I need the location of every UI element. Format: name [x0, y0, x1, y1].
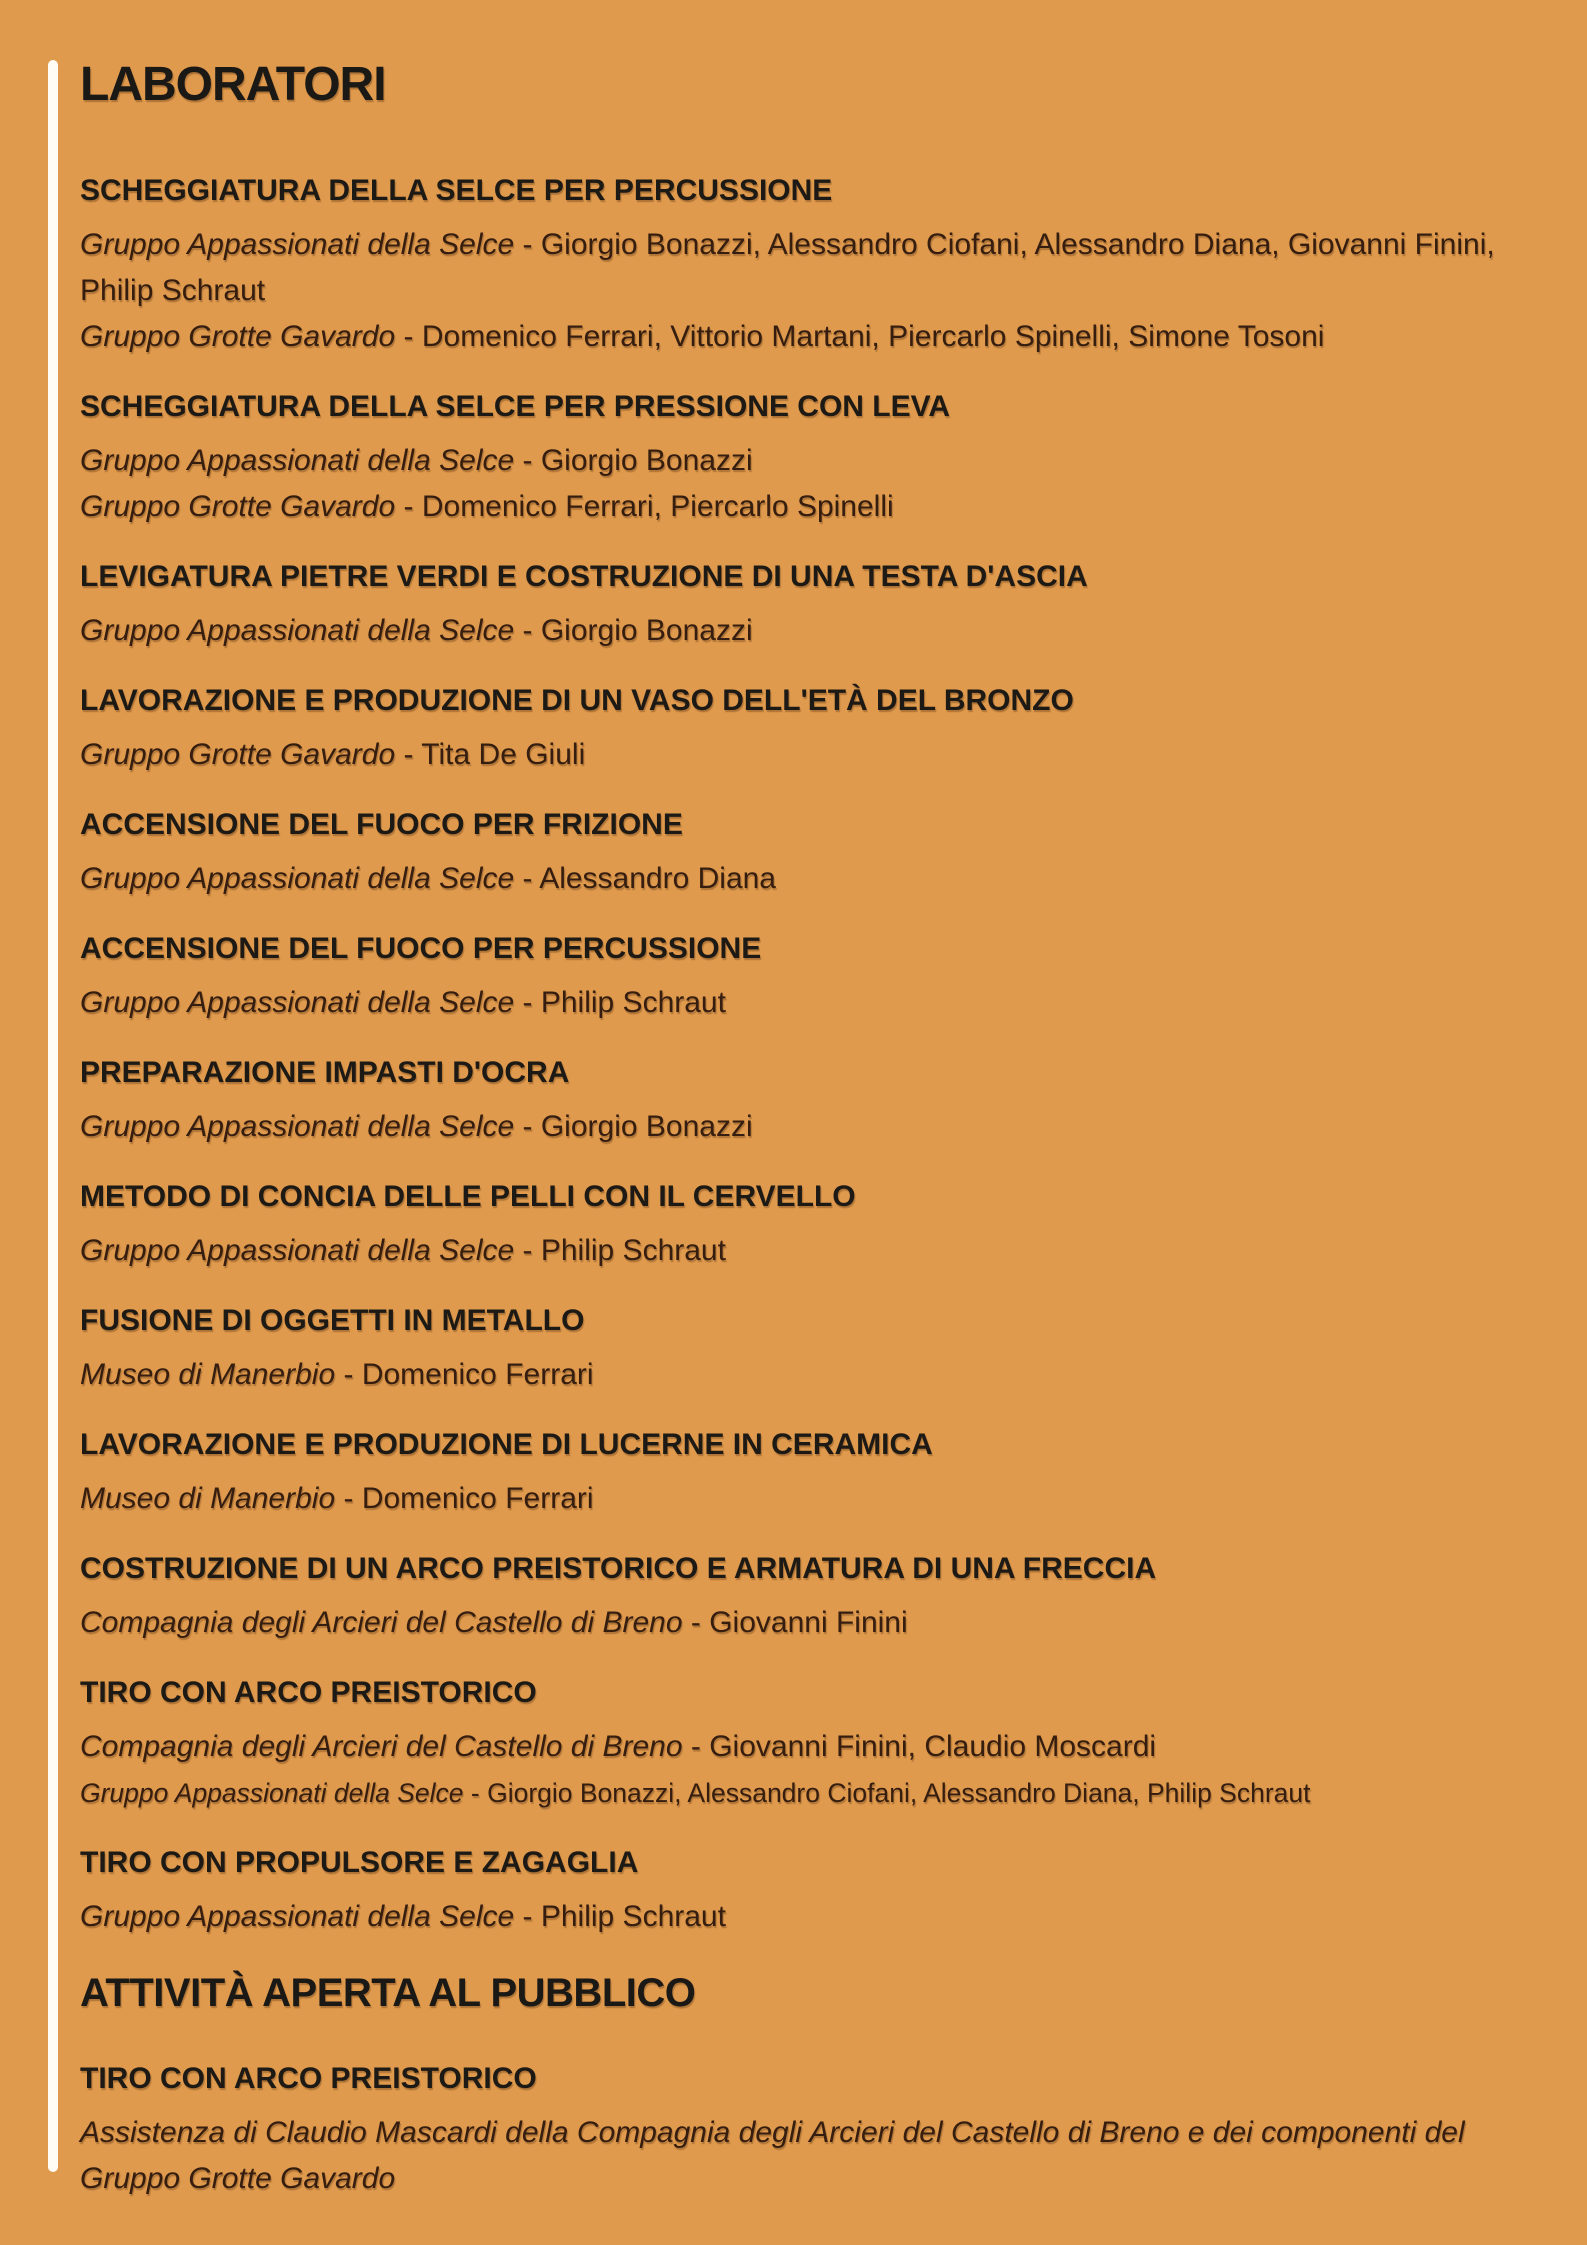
workshop-title: LEVIGATURA PIETRE VERDI E COSTRUZIONE DI UNA TESTA D'ASCIA [80, 560, 1088, 593]
participants: Domenico Ferrari [361, 1358, 594, 1391]
participants: Alessandro Diana [539, 862, 776, 895]
workshop-groups-line [80, 732, 1500, 778]
group-name: Gruppo Appassionati della Selce [80, 862, 515, 895]
workshop-groups-line [80, 980, 1500, 1026]
participants: Giorgio Bonazzi [540, 444, 753, 477]
participants: Tita De Giuli [421, 738, 586, 771]
participants: Philip Schraut [540, 1900, 726, 1933]
participants: Philip Schraut [540, 986, 726, 1019]
workshop-title: COSTRUZIONE DI UN ARCO PREISTORICO E ARMATURA DI UNA FRECCIA [80, 1552, 1157, 1585]
page-title: LABORATORI [80, 58, 386, 111]
workshop-section [80, 172, 1500, 360]
separator: - [395, 738, 422, 771]
group-name: Compagnia degli Arcieri del Castello di Breno [80, 1606, 683, 1639]
participants: Domenico Ferrari, Vittorio Martani, Piercarlo Spinelli, Simone Tosoni [421, 320, 1325, 353]
flyer-content [80, 58, 1500, 2230]
workshop-groups-line [80, 1600, 1500, 1646]
separator: - [514, 986, 541, 1019]
left-accent-bar [48, 60, 58, 2172]
group-name: Gruppo Appassionati della Selce [80, 614, 515, 647]
participants: Giorgio Bonazzi, Alessandro Ciofani, Alessandro Diana, Giovanni Finini, Philip Schraut [80, 228, 1495, 307]
group-name: Museo di Manerbio [80, 1482, 336, 1515]
workshop-groups-line [80, 608, 1500, 654]
group-name: Museo di Manerbio [80, 1358, 336, 1391]
group-name: Gruppo Appassionati della Selce [80, 1110, 515, 1143]
separator: - [514, 228, 541, 261]
workshop-groups-line [80, 1770, 1500, 1816]
participants: Giorgio Bonazzi [540, 614, 753, 647]
participants: Giorgio Bonazzi [540, 1110, 753, 1143]
workshop-section [80, 558, 1500, 654]
separator: - [514, 1234, 541, 1267]
workshop-section [80, 388, 1500, 530]
separator: - [682, 1730, 710, 1763]
workshop-groups-line [80, 1476, 1500, 1522]
public-workshop-section [80, 2060, 1500, 2202]
separator: - [514, 444, 541, 477]
workshop-title: METODO DI CONCIA DELLE PELLI CON IL CERVELLO [80, 1180, 856, 1213]
separator: - [335, 1358, 362, 1391]
participants: Giovanni Finini [709, 1606, 908, 1639]
workshop-groups-line [80, 1724, 1500, 1770]
workshop-groups-line [80, 1228, 1500, 1274]
workshop-title: TIRO CON ARCO PREISTORICO [80, 2062, 537, 2095]
participants: Domenico Ferrari, Piercarlo Spinelli [421, 490, 894, 523]
workshop-title: PREPARAZIONE IMPASTI D'OCRA [80, 1056, 570, 1089]
workshop-title: TIRO CON PROPULSORE E ZAGAGLIA [80, 1846, 639, 1879]
workshop-section [80, 1178, 1500, 1274]
workshop-title: ACCENSIONE DEL FUOCO PER FRIZIONE [80, 808, 683, 841]
workshop-groups-line [80, 1104, 1500, 1150]
workshop-title: ACCENSIONE DEL FUOCO PER PERCUSSIONE [80, 932, 762, 965]
participants: Giovanni Finini, Claudio Moscardi [709, 1730, 1157, 1763]
group-name: Gruppo Appassionati della Selce [80, 228, 515, 261]
workshop-groups-line [80, 438, 1500, 484]
separator: - [463, 1778, 488, 1808]
workshop-groups-line [80, 222, 1500, 314]
workshop-section [80, 1054, 1500, 1150]
workshop-title: LAVORAZIONE E PRODUZIONE DI LUCERNE IN CERAMICA [80, 1428, 933, 1461]
public-activity-heading: ATTIVITÀ APERTA AL PUBBLICO [80, 1971, 696, 2015]
workshop-groups-line [80, 484, 1500, 530]
workshop-section [80, 1674, 1500, 1816]
participants: Domenico Ferrari [361, 1482, 594, 1515]
group-name: Gruppo Grotte Gavardo [80, 738, 396, 771]
group-name: Gruppo Appassionati della Selce [80, 986, 515, 1019]
separator: - [514, 1110, 541, 1143]
workshop-groups-line [80, 1894, 1500, 1940]
participants: Giorgio Bonazzi, Alessandro Ciofani, Alessandro Diana, Philip Schraut [487, 1778, 1311, 1808]
group-name: Gruppo Appassionati della Selce [80, 1900, 515, 1933]
workshop-title: SCHEGGIATURA DELLA SELCE PER PRESSIONE CON LEVA [80, 390, 951, 423]
workshop-section [80, 806, 1500, 902]
group-name: Gruppo Appassionati della Selce [80, 444, 515, 477]
workshop-section [80, 1302, 1500, 1398]
workshop-groups-line [80, 2110, 1500, 2202]
workshop-section [80, 1844, 1500, 1940]
workshop-title: SCHEGGIATURA DELLA SELCE PER PERCUSSIONE [80, 174, 833, 207]
workshop-section [80, 930, 1500, 1026]
group-name: Gruppo Grotte Gavardo [80, 320, 396, 353]
separator: - [514, 614, 541, 647]
group-name: Gruppo Appassionati della Selce [80, 1234, 515, 1267]
separator: - [335, 1482, 362, 1515]
group-name: Gruppo Appassionati della Selce [80, 1778, 464, 1808]
workshop-section [80, 682, 1500, 778]
separator: - [395, 320, 422, 353]
assistance-note: Assistenza di Claudio Mascardi della Compagnia degli Arcieri del Castello di Breno e dei componenti del Gruppo Grotte Gavardo [80, 2116, 1465, 2195]
workshop-section [80, 1426, 1500, 1522]
separator: - [395, 490, 422, 523]
workshop-section [80, 1550, 1500, 1646]
separator: - [514, 862, 540, 895]
group-name: Compagnia degli Arcieri del Castello di Breno [80, 1730, 683, 1763]
group-name: Gruppo Grotte Gavardo [80, 490, 396, 523]
workshop-title: TIRO CON ARCO PREISTORICO [80, 1676, 537, 1709]
workshop-title: FUSIONE DI OGGETTI IN METALLO [80, 1304, 585, 1337]
workshop-title: LAVORAZIONE E PRODUZIONE DI UN VASO DELL'ETÀ DEL BRONZO [80, 684, 1074, 717]
workshop-groups-line [80, 856, 1500, 902]
separator: - [682, 1606, 710, 1639]
separator: - [514, 1900, 541, 1933]
participants: Philip Schraut [540, 1234, 726, 1267]
workshop-groups-line [80, 314, 1500, 360]
workshop-groups-line [80, 1352, 1500, 1398]
